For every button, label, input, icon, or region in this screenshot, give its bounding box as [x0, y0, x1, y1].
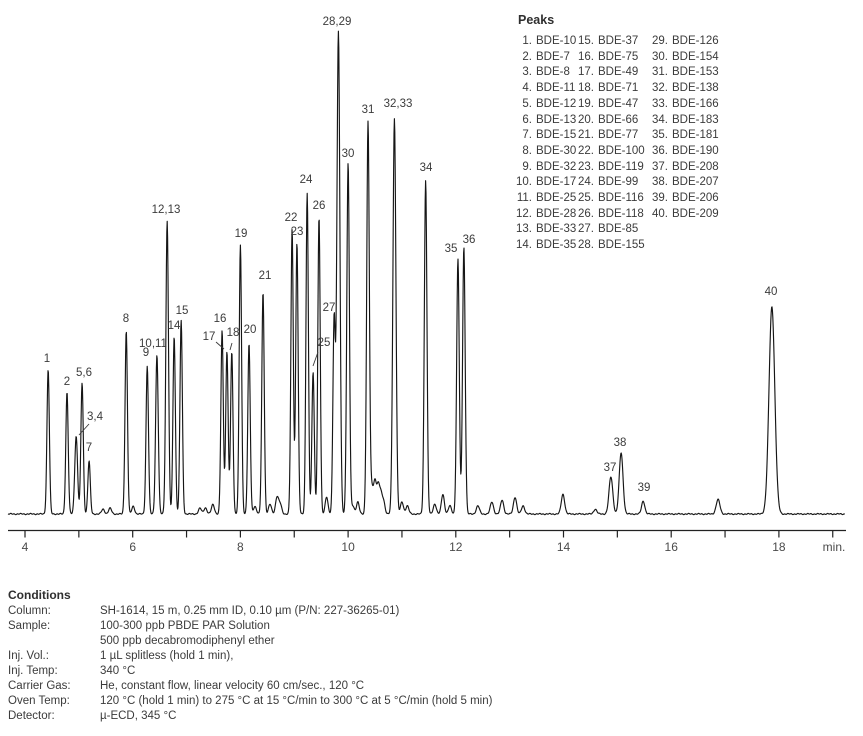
legend-item — [512, 191, 577, 207]
legend-item-number: 38. — [652, 176, 668, 189]
legend-item — [648, 50, 726, 66]
condition-label: Inj. Temp: — [8, 665, 58, 677]
peak-label: 19 — [234, 228, 248, 240]
legend-item — [574, 65, 648, 81]
peak-legend — [512, 13, 726, 254]
legend-item-number: 40. — [652, 207, 668, 220]
legend-item-number: 5. — [522, 97, 532, 110]
legend-item-name: BDE-13 — [536, 113, 577, 126]
legend-item-name: BDE-209 — [672, 207, 719, 220]
legend-item-name: BDE-183 — [672, 113, 719, 126]
legend-item — [648, 191, 726, 207]
legend-item-name: BDE-208 — [672, 160, 719, 173]
condition-label: Column: — [8, 605, 51, 617]
legend-item-number: 28. — [578, 239, 594, 252]
legend-item-number: 20. — [578, 113, 594, 126]
x-axis-tick-label: 4 — [21, 540, 29, 554]
legend-item-name: BDE-138 — [672, 82, 719, 95]
condition-label — [8, 634, 100, 649]
legend-item-number: 24. — [578, 176, 594, 189]
condition-row — [8, 619, 492, 634]
legend-item-number: 33. — [652, 97, 668, 110]
legend-item — [574, 160, 648, 176]
legend-item-number: 26. — [578, 207, 594, 220]
legend-column — [574, 34, 648, 254]
legend-item — [512, 81, 574, 97]
legend-item — [648, 65, 726, 81]
legend-item-number: 31. — [652, 66, 668, 79]
conditions-rows — [8, 604, 492, 724]
legend-item-number: 6. — [522, 113, 532, 126]
legend-item-name: BDE-190 — [672, 144, 719, 157]
x-axis-tick-label: 10 — [341, 540, 355, 554]
legend-item-number: 37. — [652, 160, 668, 173]
legend-item — [648, 113, 726, 129]
condition-row — [8, 604, 492, 619]
legend-item-name: BDE-155 — [598, 239, 645, 252]
legend-item — [574, 113, 648, 129]
condition-value: 500 ppb decabromodiphenyl ether — [100, 635, 275, 647]
legend-item — [512, 160, 577, 176]
peak-label: 12,13 — [151, 204, 181, 216]
legend-item-name: BDE-7 — [536, 50, 570, 63]
peak-label: 26 — [312, 200, 326, 212]
legend-item-name: BDE-181 — [672, 129, 719, 142]
condition-label: Carrier Gas: — [8, 680, 71, 692]
peak-label: 30 — [341, 148, 355, 160]
legend-item-number: 8. — [522, 144, 532, 157]
peak-label: 8 — [122, 313, 130, 325]
legend-item-number: 32. — [652, 82, 668, 95]
condition-row — [8, 634, 492, 649]
peak-label: 24 — [299, 174, 313, 186]
legend-item-name: BDE-99 — [598, 176, 639, 189]
x-axis-tick-label: 12 — [449, 540, 463, 554]
peak-label: 36 — [462, 234, 476, 246]
legend-item — [574, 191, 648, 207]
x-axis-unit-label: min. — [822, 540, 846, 554]
legend-item-name: BDE-11 — [536, 82, 576, 95]
legend-item-name: BDE-33 — [536, 223, 577, 236]
legend-item-name: BDE-166 — [672, 97, 719, 110]
legend-item — [574, 175, 648, 191]
legend-item-name: BDE-49 — [598, 66, 639, 79]
legend-item-number: 30. — [652, 50, 668, 63]
peak-label: 31 — [361, 104, 375, 116]
legend-item — [574, 222, 648, 238]
legend-item-name: BDE-154 — [672, 50, 719, 63]
condition-row — [8, 679, 492, 694]
peak-label-leader — [230, 343, 232, 350]
peak-label: 27 — [322, 302, 336, 314]
condition-value: SH-1614, 15 m, 0.25 mm ID, 0.10 µm (P/N: 227-36265-01) — [100, 605, 400, 617]
legend-item-number: 7. — [522, 129, 532, 142]
legend-item — [574, 207, 648, 223]
peak-label: 3,4 — [87, 411, 103, 423]
legend-item-number: 23. — [578, 160, 594, 173]
legend-item-number: 9. — [522, 160, 532, 173]
legend-item — [648, 128, 726, 144]
peak-label: 5,6 — [76, 367, 92, 379]
condition-value: 340 °C — [100, 665, 136, 677]
legend-item-number: 3. — [522, 66, 532, 79]
legend-item-name: BDE-35 — [536, 239, 577, 252]
peak-label: 9 — [142, 347, 150, 359]
legend-item-name: BDE-15 — [536, 129, 577, 142]
legend-item — [574, 97, 648, 113]
legend-item — [648, 175, 726, 191]
peak-label: 40 — [764, 286, 778, 298]
legend-item — [574, 128, 648, 144]
legend-item — [648, 34, 726, 50]
legend-item — [512, 238, 577, 254]
legend-item-number: 2. — [522, 50, 532, 63]
condition-value: He, constant flow, linear velocity 60 cm/sec., 120 °C — [100, 680, 365, 692]
legend-item-name: BDE-30 — [536, 144, 577, 157]
legend-item — [512, 34, 577, 50]
peak-label: 17 — [202, 331, 216, 343]
peak-label: 2 — [63, 376, 71, 388]
legend-item-name: BDE-206 — [672, 192, 719, 205]
peak-legend-columns — [512, 34, 726, 254]
legend-item — [512, 97, 577, 113]
legend-item — [574, 238, 648, 254]
legend-item-number: 39. — [652, 192, 668, 205]
condition-row — [8, 694, 492, 709]
peak-label: 25 — [317, 337, 331, 349]
condition-label: Oven Temp: — [8, 695, 70, 707]
legend-item-number: 29. — [652, 35, 668, 47]
x-axis-tick-label: 6 — [129, 540, 137, 554]
legend-item-name: BDE-126 — [672, 35, 719, 47]
legend-item-number: 34. — [652, 113, 668, 126]
legend-item-name: BDE-47 — [598, 97, 639, 110]
legend-item-number: 35. — [652, 129, 668, 142]
peak-label: 1 — [43, 353, 51, 365]
conditions-block — [8, 588, 492, 724]
peak-label: 38 — [613, 437, 627, 449]
legend-item — [648, 81, 726, 97]
legend-item-name: BDE-17 — [536, 176, 577, 189]
legend-item-number: 25. — [578, 192, 594, 205]
legend-item-name: BDE-28 — [536, 207, 577, 220]
legend-item-number: 12. — [516, 207, 532, 220]
condition-row — [8, 709, 492, 724]
condition-label: Sample: — [8, 620, 51, 632]
legend-item-name: BDE-37 — [598, 35, 639, 47]
legend-item — [512, 113, 577, 129]
legend-item-number: 4. — [522, 82, 532, 95]
legend-column — [512, 34, 577, 254]
legend-item-number: 18. — [578, 82, 594, 95]
legend-item — [574, 34, 648, 50]
legend-item — [574, 50, 648, 66]
peak-label: 10,11 — [139, 338, 167, 350]
condition-row — [8, 664, 492, 679]
legend-item — [512, 65, 574, 81]
legend-item-number: 17. — [578, 66, 594, 79]
peak-label: 37 — [603, 462, 617, 474]
legend-item — [648, 160, 726, 176]
condition-row — [8, 649, 492, 664]
condition-value: µ-ECD, 345 °C — [100, 710, 177, 722]
legend-item — [512, 50, 574, 66]
legend-item-name: BDE-66 — [598, 113, 639, 126]
legend-item-name: BDE-153 — [672, 66, 719, 79]
peak-label: 22 — [284, 212, 298, 224]
peak-label: 14 — [167, 320, 181, 332]
legend-item — [512, 175, 577, 191]
peak-label: 35 — [444, 243, 458, 255]
peak-label: 20 — [243, 324, 257, 336]
legend-item-name: BDE-118 — [598, 207, 644, 220]
x-axis-tick-label: 14 — [556, 540, 571, 554]
legend-item-number: 27. — [578, 223, 594, 236]
legend-item — [512, 222, 577, 238]
legend-column — [648, 34, 726, 254]
legend-item — [648, 97, 726, 113]
legend-item-number: 36. — [652, 144, 668, 157]
legend-item — [648, 207, 726, 223]
legend-item-name: BDE-25 — [536, 192, 577, 205]
peak-label: 21 — [258, 270, 272, 282]
x-axis-tick-label: 16 — [664, 540, 678, 554]
peak-label: 34 — [419, 162, 433, 174]
legend-item-number: 10. — [516, 176, 532, 189]
conditions-title: Conditions — [8, 588, 71, 602]
legend-item — [512, 128, 577, 144]
legend-item-name: BDE-77 — [598, 129, 639, 142]
peak-label: 28,29 — [322, 16, 352, 28]
legend-item-name: BDE-75 — [598, 50, 639, 63]
legend-item — [574, 81, 648, 97]
legend-item-name: BDE-8 — [536, 66, 570, 79]
peak-label: 7 — [85, 442, 93, 454]
peak-label: 39 — [637, 482, 651, 494]
legend-item-name: BDE-207 — [672, 176, 719, 189]
condition-label: Detector: — [8, 710, 55, 722]
legend-item — [512, 207, 577, 223]
x-axis-tick-label: 8 — [237, 540, 244, 554]
legend-item-number: 19. — [578, 97, 594, 110]
legend-item-name: BDE-32 — [536, 160, 577, 173]
legend-item-name: BDE-116 — [598, 192, 644, 205]
legend-item-number: 22. — [578, 144, 594, 157]
legend-item-number: 14. — [516, 239, 532, 252]
legend-item — [574, 144, 648, 160]
legend-item-name: BDE-85 — [598, 223, 639, 236]
legend-item-number: 16. — [578, 50, 594, 63]
peak-label: 18 — [226, 327, 240, 339]
legend-item-number: 21. — [578, 129, 594, 142]
peak-label: 15 — [175, 305, 189, 317]
legend-item-number: 15. — [578, 35, 594, 47]
peak-label: 32,33 — [383, 98, 413, 110]
legend-item-name: BDE-100 — [598, 144, 645, 157]
peak-legend-title: Peaks — [518, 13, 555, 27]
condition-label: Inj. Vol.: — [8, 650, 49, 662]
condition-value: 100-300 ppb PBDE PAR Solution — [100, 620, 270, 632]
condition-value: 120 °C (hold 1 min) to 275 °C at 15 °C/min to 300 °C at 5 °C/min (hold 5 min) — [100, 695, 493, 707]
legend-item — [512, 144, 577, 160]
peak-label: 16 — [213, 313, 227, 325]
legend-item-number: 13. — [516, 223, 532, 236]
legend-item — [648, 144, 726, 160]
condition-value: 1 µL splitless (hold 1 min), — [100, 650, 234, 662]
legend-item-number: 1. — [522, 35, 532, 47]
x-axis-tick-label: 18 — [772, 540, 786, 554]
legend-item-name: BDE-71 — [598, 82, 639, 95]
legend-item-number: 11. — [516, 192, 532, 205]
peak-label: 23 — [290, 226, 304, 238]
legend-item-name: BDE-12 — [536, 97, 577, 110]
legend-item-name: BDE-119 — [598, 160, 644, 173]
legend-item-name: BDE-10 — [536, 35, 577, 47]
